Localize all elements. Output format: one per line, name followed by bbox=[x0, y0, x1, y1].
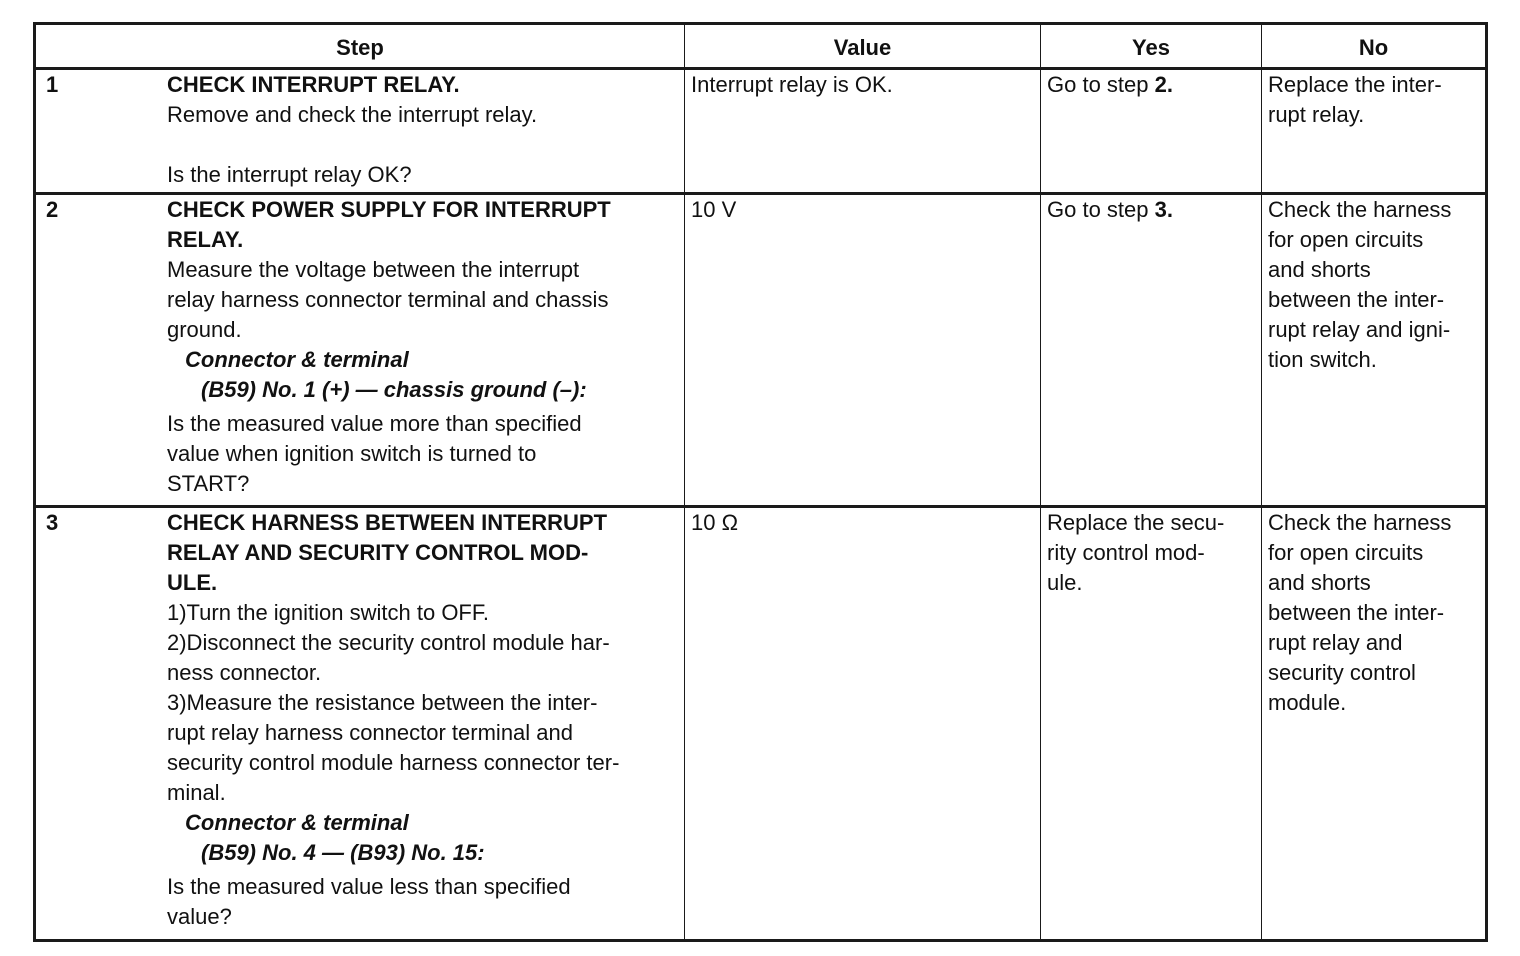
header-no: No bbox=[1262, 24, 1487, 69]
header-value: Value bbox=[685, 24, 1041, 69]
yes-cell bbox=[1041, 507, 1262, 941]
step-instruction: rupt relay harness connector terminal and bbox=[167, 720, 573, 745]
step-instruction: security control module harness connector ter- bbox=[167, 750, 620, 775]
table-row bbox=[35, 507, 1487, 941]
header-yes: Yes bbox=[1041, 24, 1262, 69]
step-instruction: minal. bbox=[167, 780, 226, 805]
step-instruction: 2)Disconnect the security control module har- bbox=[167, 630, 610, 655]
value-cell bbox=[685, 194, 1041, 507]
step-title: ULE. bbox=[167, 570, 218, 595]
no-text: and shorts bbox=[1268, 257, 1371, 282]
no-text: security control bbox=[1268, 660, 1416, 685]
step-cell bbox=[35, 507, 685, 941]
step-instruction: 1)Turn the ignition switch to OFF. bbox=[167, 600, 489, 625]
step-instruction: relay harness connector terminal and chassis bbox=[167, 287, 609, 312]
no-cell bbox=[1262, 194, 1487, 507]
no-text: rupt relay and bbox=[1268, 630, 1403, 655]
yes-step-ref: 2. bbox=[1154, 72, 1173, 97]
connector-label: Connector & terminal bbox=[185, 810, 409, 835]
step-title: CHECK HARNESS BETWEEN INTERRUPT bbox=[167, 510, 608, 535]
no-text: Check the harness bbox=[1268, 510, 1452, 535]
yes-text: ule. bbox=[1047, 570, 1083, 595]
value-cell bbox=[685, 69, 1041, 194]
connector-detail: (B59) No. 1 (+) — chassis ground (–): bbox=[201, 377, 587, 402]
yes-step-ref: 3. bbox=[1154, 197, 1173, 222]
step-question: Is the measured value more than specified bbox=[167, 411, 582, 436]
no-cell bbox=[1262, 507, 1487, 941]
step-question: Is the interrupt relay OK? bbox=[167, 162, 412, 187]
step-title: CHECK INTERRUPT RELAY. bbox=[167, 72, 460, 97]
yes-cell bbox=[1041, 194, 1262, 507]
no-text: Check the harness bbox=[1268, 197, 1452, 222]
step-number: 1 bbox=[46, 72, 59, 97]
table-row bbox=[35, 69, 1487, 194]
no-text: for open circuits bbox=[1268, 540, 1424, 565]
step-question: START? bbox=[167, 471, 250, 496]
step-title: CHECK POWER SUPPLY FOR INTERRUPT bbox=[167, 197, 611, 222]
value-text: Interrupt relay is OK. bbox=[691, 72, 893, 97]
no-text: between the inter- bbox=[1268, 287, 1445, 312]
no-text: between the inter- bbox=[1268, 600, 1445, 625]
value-cell bbox=[685, 507, 1041, 941]
no-text: tion switch. bbox=[1268, 347, 1377, 372]
connector-detail: (B59) No. 4 — (B93) No. 15: bbox=[201, 840, 485, 865]
header-step: Step bbox=[35, 24, 685, 69]
no-text: rupt relay and igni- bbox=[1268, 317, 1451, 342]
no-text: rupt relay. bbox=[1268, 102, 1365, 127]
step-number: 2 bbox=[46, 197, 59, 222]
yes-text: Go to step bbox=[1047, 72, 1155, 97]
yes-text: Go to step bbox=[1047, 197, 1155, 222]
step-cell bbox=[35, 194, 685, 507]
yes-text: Replace the secu- bbox=[1047, 510, 1225, 535]
no-text: for open circuits bbox=[1268, 227, 1424, 252]
step-question: value? bbox=[167, 904, 232, 929]
no-cell bbox=[1262, 69, 1487, 194]
step-instruction: ground. bbox=[167, 317, 242, 342]
step-title: RELAY. bbox=[167, 227, 244, 252]
diagnostic-table bbox=[33, 22, 1488, 942]
yes-text: rity control mod- bbox=[1047, 540, 1205, 565]
step-instruction: ness connector. bbox=[167, 660, 322, 685]
header-row bbox=[35, 24, 1487, 69]
connector-label: Connector & terminal bbox=[185, 347, 409, 372]
step-question: value when ignition switch is turned to bbox=[167, 441, 537, 466]
step-instruction: Measure the voltage between the interrupt bbox=[167, 257, 580, 282]
step-number: 3 bbox=[46, 510, 59, 535]
step-instruction: 3)Measure the resistance between the inter- bbox=[167, 690, 598, 715]
yes-cell bbox=[1041, 69, 1262, 194]
step-instruction: Remove and check the interrupt relay. bbox=[167, 102, 538, 127]
no-text: and shorts bbox=[1268, 570, 1371, 595]
no-text: module. bbox=[1268, 690, 1347, 715]
no-text: Replace the inter- bbox=[1268, 72, 1442, 97]
step-title: RELAY AND SECURITY CONTROL MOD- bbox=[167, 540, 589, 565]
value-text: 10 Ω bbox=[691, 510, 739, 535]
step-cell bbox=[35, 69, 685, 194]
table-row bbox=[35, 194, 1487, 507]
step-question: Is the measured value less than specified bbox=[167, 874, 571, 899]
value-text: 10 V bbox=[691, 197, 737, 222]
